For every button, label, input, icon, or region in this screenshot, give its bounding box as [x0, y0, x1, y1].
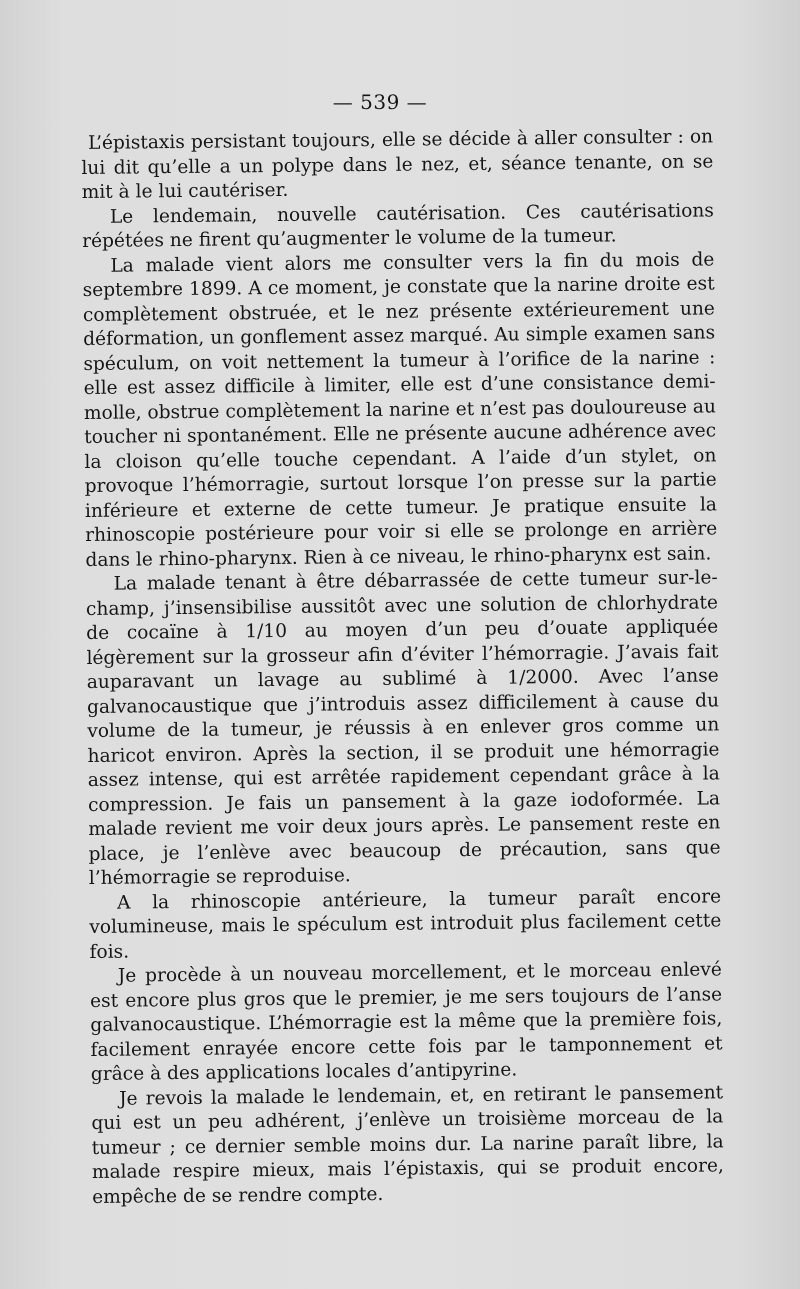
paragraph-4: La malade tenant à être débarrassée de cette tumeur sur-le-champ, j’insensibilise aussitôt avec une solution de chlorhydrate de cocaïne à 1/10 au moyen d’un peu d’ouate appliquée légèrement sur la grosseur afin d’éviter l’hémorragie. J’avais fait auparavant un lavage au sublimé à 1/2000. Avec l’anse galvanocaustique que j’introduis assez difficilement à cause du volume de la tumeur, je réussis à en enlever gros comme un haricot environ. Après la section, il se produit une hémorragie assez intense, qui est arrêtée rapidement cependant grâce à la compression. Je fais un pansement à la gaze iodoformée. La malade revient me voir deux jours après. Le pansement reste en place, je l’enlève avec beaucoup de précaution, sans que l’hémorragie se reproduise. [85, 567, 721, 889]
body-text [81, 125, 724, 1210]
paragraph-5: A la rhinoscopie antérieure, la tumeur paraît encore volumineuse, mais le spéculum est introduit plus facilement cette fois. [89, 885, 722, 963]
paragraph-7: Je revois la malade le lendemain, et, en retirant le pansement qui est un peu adhérent, j’enlève un troisième morceau de la tumeur ; ce dernier semble moins dur. La narine paraît libre, la malade respire mieux, mais l’épistaxis, qui se produit encore, empêche de se rendre compte. [91, 1081, 724, 1208]
paragraph-3: La malade vient alors me consulter vers la fin du mois de septembre 1899. A ce moment, je constate que la narine droite est complètement obstruée, et le nez présente extérieurement une déformation, un gonflement assez marqué. Au simple examen sans spéculum, on voit nettement la tumeur à l’orifice de la narine : elle est assez difficile à limiter, elle est d’une consistance demi-molle, obstrue complètement la narine et n’est pas douloureuse au toucher ni spontanément. Elle ne présente aucune adhérence avec la cloison qu’elle touche cependant. A l’aide d’un stylet, on provoque l’hémorragie, surtout lorsque l’on presse sur la partie inférieure et externe de cette tumeur. Je pratique ensuite la rhinoscopie postérieure pour voir si elle se prolonge en arrière dans le rhino-pharynx. Rien à ce niveau, le rhino-pharynx est sain. [82, 248, 718, 571]
paragraph-6: Je procède à un nouveau morcellement, et le morceau enlevé est encore plus gros que le premier, je me sers toujours de l’anse galvanocaustique. L’hémorragie est la même que la première fois, facilement enrayée encore cette fois par le tamponnement et grâce à des applications locales d’antipyrine. [89, 959, 723, 1085]
paragraph-2: Le lendemain, nouvelle cautérisation. Ces cautérisations répétées ne firent qu’augmenter le volume de la tumeur. [82, 199, 714, 252]
page-number: — 539 — [332, 90, 428, 114]
paragraph-1: L’épistaxis persistant toujours, elle se décide à aller consulter : on lui dit qu’elle a un polype dans le nez, et, séance tenante, on se mit à le lui cautériser. [81, 126, 714, 203]
